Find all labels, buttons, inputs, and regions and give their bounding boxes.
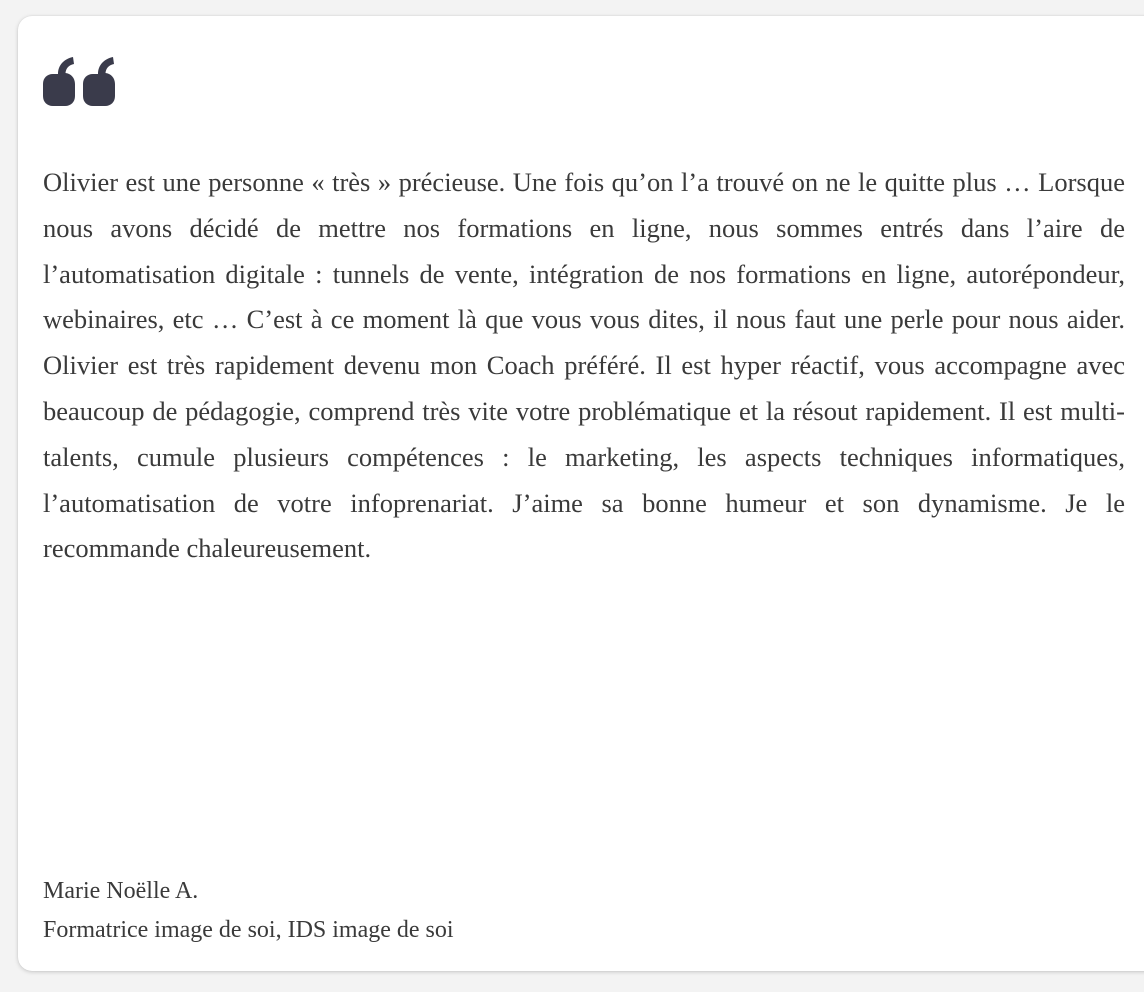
testimonial-card — [18, 16, 1144, 971]
author-role: Formatrice image de soi, IDS image de soi — [43, 917, 454, 943]
author-name: Marie Noëlle A. — [43, 878, 199, 904]
quote-left-icon — [43, 55, 115, 107]
testimonial-text: Olivier est une personne « très » précieuse. Une fois qu’on l’a trouvé on ne le quitte plus … Lorsque nous avons décidé de mettre nos formations en ligne, nous sommes entrés dans l’aire de l’automatisation digitale : tunnels de vente, intégration de nos formations en ligne, autorépondeur, webinaires, etc … C’est à ce moment là que vous vous dites, il nous faut une perle pour nous aider. Olivier est très rapidement devenu mon Coach préféré. Il est hyper réactif, vous accompagne avec beaucoup de pédagogie, comprend très vite votre problématique et la résout rapidement. Il est multi-talents, cumule plusieurs compétences : le marketing, les aspects techniques informatiques, l’automatisation de votre infoprenariat. J’aime sa bonne humeur et son dynamisme. Je le recommande chaleureusement. — [43, 167, 1125, 564]
